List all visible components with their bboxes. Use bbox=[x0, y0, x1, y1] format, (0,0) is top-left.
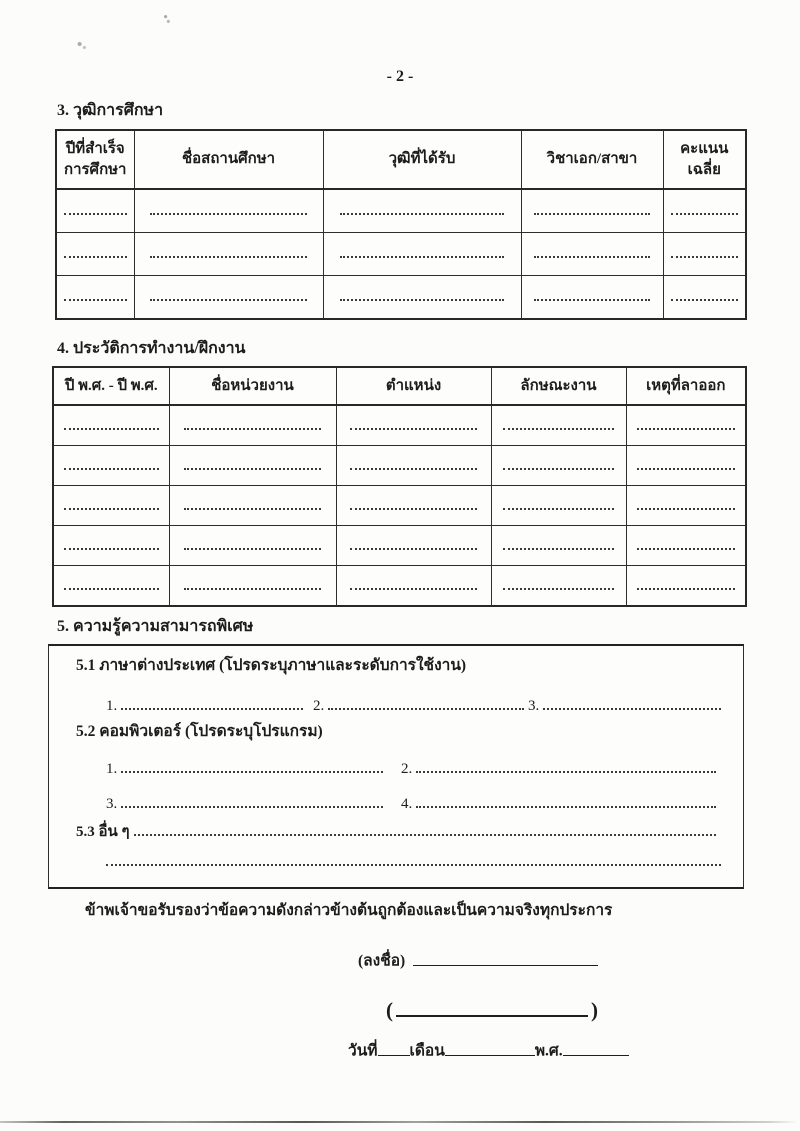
work-blank-cell bbox=[626, 405, 746, 446]
education-blank-cell bbox=[521, 276, 663, 320]
dotted-line bbox=[350, 499, 478, 510]
month-label: เดือน bbox=[409, 1042, 445, 1060]
work-row bbox=[53, 486, 746, 526]
skills-computer-label: 5.2 คอมพิวเตอร์ (โปรดระบุโปรแกรม) bbox=[76, 723, 323, 740]
dotted-line bbox=[64, 419, 159, 430]
dotted-line bbox=[64, 499, 159, 510]
education-blank-cell bbox=[663, 233, 746, 276]
dotted-line bbox=[543, 699, 721, 710]
work-blank-cell bbox=[53, 486, 169, 526]
education-blank-cell bbox=[134, 276, 323, 320]
education-blank-cell bbox=[134, 189, 323, 233]
work-blank-cell bbox=[626, 526, 746, 566]
education-col-major-header: วิชาเอก/สาขา bbox=[521, 130, 663, 189]
work-blank-cell bbox=[336, 446, 491, 486]
education-header-row bbox=[56, 130, 746, 189]
dotted-line bbox=[121, 699, 303, 710]
education-row bbox=[56, 189, 746, 233]
education-blank-cell bbox=[56, 233, 134, 276]
work-blank-cell bbox=[491, 566, 626, 607]
dotted-line bbox=[350, 539, 478, 550]
education-blank-cell bbox=[56, 189, 134, 233]
work-blank-cell bbox=[169, 405, 336, 446]
dotted-line bbox=[534, 247, 651, 258]
work-blank-cell bbox=[53, 526, 169, 566]
work-blank-cell bbox=[626, 446, 746, 486]
skills-other-label: 5.3 อื่น ๆ bbox=[76, 822, 716, 842]
dotted-line bbox=[64, 459, 159, 470]
work-col-job-header: ลักษณะงาน bbox=[491, 367, 626, 405]
dotted-line bbox=[350, 419, 478, 430]
scan-artifact-line bbox=[0, 1121, 800, 1123]
education-col-year-header: ปีที่สำเร็จ การศึกษา bbox=[56, 130, 134, 189]
work-blank-cell bbox=[491, 446, 626, 486]
dotted-line bbox=[340, 247, 504, 258]
dotted-line bbox=[503, 579, 614, 590]
year-label: พ.ศ. bbox=[534, 1042, 563, 1060]
signature-label: (ลงชื่อ) bbox=[358, 952, 406, 970]
work-row bbox=[53, 446, 746, 486]
work-section-heading: 4. ประวัติการทำงาน/ฝึกงาน bbox=[57, 340, 246, 357]
dotted-line bbox=[64, 579, 159, 590]
work-blank-cell bbox=[169, 486, 336, 526]
dotted-line bbox=[184, 459, 322, 470]
work-row bbox=[53, 405, 746, 446]
dotted-line bbox=[184, 499, 322, 510]
language-blank-1: 1. bbox=[106, 696, 303, 716]
open-paren: ( bbox=[386, 998, 393, 1022]
skills-box bbox=[48, 644, 744, 889]
work-row bbox=[53, 526, 746, 566]
work-blank-cell bbox=[491, 405, 626, 446]
dotted-line bbox=[671, 290, 738, 301]
close-paren: ) bbox=[591, 998, 598, 1022]
printed-name-line bbox=[396, 994, 588, 1017]
work-col-years-header: ปี พ.ศ. - ปี พ.ศ. bbox=[53, 367, 169, 405]
work-blank-cell bbox=[169, 526, 336, 566]
education-row bbox=[56, 276, 746, 320]
dotted-line bbox=[671, 204, 738, 215]
work-blank-cell bbox=[336, 405, 491, 446]
computer-blank-2: 2. bbox=[401, 759, 716, 779]
computer-blank-3: 3. bbox=[106, 794, 383, 814]
dotted-line bbox=[534, 290, 651, 301]
signature-line bbox=[413, 950, 598, 966]
education-col-school-header: ชื่อสถานศึกษา bbox=[134, 130, 323, 189]
dotted-line bbox=[340, 290, 504, 301]
education-blank-cell bbox=[521, 189, 663, 233]
language-blank-2: 2. bbox=[313, 696, 524, 716]
dotted-line bbox=[534, 204, 651, 215]
work-blank-cell bbox=[491, 486, 626, 526]
work-row bbox=[53, 566, 746, 607]
work-blank-cell bbox=[53, 566, 169, 607]
education-blank-cell bbox=[521, 233, 663, 276]
dotted-line bbox=[416, 762, 716, 773]
dotted-line bbox=[637, 459, 735, 470]
work-blank-cell bbox=[336, 566, 491, 607]
work-blank-cell bbox=[53, 405, 169, 446]
dotted-line bbox=[503, 539, 614, 550]
dotted-line bbox=[184, 539, 322, 550]
education-blank-cell bbox=[134, 233, 323, 276]
skills-other-blank bbox=[106, 852, 721, 872]
dotted-line bbox=[150, 204, 306, 215]
computer-blank-4: 4. bbox=[401, 794, 716, 814]
work-col-organization-header: ชื่อหน่วยงาน bbox=[169, 367, 336, 405]
language-blank-3: 3. bbox=[528, 696, 721, 716]
work-col-reason-header: เหตุที่ลาออก bbox=[626, 367, 746, 405]
scan-smudge bbox=[76, 40, 88, 50]
dotted-line bbox=[64, 290, 127, 301]
education-blank-cell bbox=[323, 233, 521, 276]
work-blank-cell bbox=[169, 446, 336, 486]
month-line bbox=[445, 1040, 535, 1056]
skills-section-heading: 5. ความรู้ความสามารถพิเศษ bbox=[57, 618, 254, 635]
work-blank-cell bbox=[53, 446, 169, 486]
work-blank-cell bbox=[336, 526, 491, 566]
education-col-degree-header: วุฒิที่ได้รับ bbox=[323, 130, 521, 189]
work-blank-cell bbox=[626, 486, 746, 526]
education-blank-cell bbox=[663, 276, 746, 320]
education-section-heading: 3. วุฒิการศึกษา bbox=[57, 102, 164, 119]
dotted-line bbox=[637, 419, 735, 430]
education-blank-cell bbox=[323, 189, 521, 233]
date-row bbox=[348, 1040, 629, 1063]
dotted-line bbox=[184, 419, 322, 430]
day-line bbox=[378, 1040, 410, 1056]
education-blank-cell bbox=[56, 276, 134, 320]
dotted-line bbox=[64, 204, 127, 215]
work-blank-cell bbox=[491, 526, 626, 566]
education-blank-cell bbox=[323, 276, 521, 320]
printed-name-row bbox=[386, 994, 598, 1024]
dotted-line bbox=[150, 247, 306, 258]
work-header-row bbox=[53, 367, 746, 405]
dotted-line bbox=[637, 579, 735, 590]
work-history-table bbox=[52, 366, 747, 607]
dotted-line bbox=[340, 204, 504, 215]
dotted-line bbox=[503, 459, 614, 470]
dotted-line bbox=[350, 459, 478, 470]
dotted-line bbox=[106, 855, 721, 866]
education-table bbox=[55, 129, 747, 320]
dotted-line bbox=[416, 797, 716, 808]
education-row bbox=[56, 233, 746, 276]
dotted-line bbox=[350, 579, 478, 590]
dotted-line bbox=[503, 419, 614, 430]
scan-smudge bbox=[162, 13, 171, 25]
dotted-line bbox=[64, 247, 127, 258]
dotted-line bbox=[671, 247, 738, 258]
date-label: วันที่ bbox=[348, 1042, 378, 1060]
work-blank-cell bbox=[169, 566, 336, 607]
dotted-line bbox=[328, 699, 524, 710]
education-blank-cell bbox=[663, 189, 746, 233]
dotted-line bbox=[184, 579, 322, 590]
dotted-line bbox=[637, 539, 735, 550]
work-col-position-header: ตำแหน่ง bbox=[336, 367, 491, 405]
skills-languages-label: 5.1 ภาษาต่างประเทศ (โปรดระบุภาษาและระดับการใช้งาน) bbox=[76, 657, 467, 674]
computer-blank-1: 1. bbox=[106, 759, 383, 779]
certification-statement: ข้าพเจ้าขอรับรองว่าข้อความดังกล่าวข้างต้นถูกต้องและเป็นความจริงทุกประการ bbox=[85, 902, 613, 919]
signature-row bbox=[358, 950, 598, 973]
education-col-gpa-header: คะแนน เฉลี่ย bbox=[663, 130, 746, 189]
dotted-line bbox=[121, 762, 383, 773]
dotted-line bbox=[637, 499, 735, 510]
year-line bbox=[563, 1040, 629, 1056]
page-number: - 2 - bbox=[386, 68, 414, 85]
dotted-line bbox=[121, 797, 383, 808]
dotted-line bbox=[503, 499, 614, 510]
dotted-line bbox=[134, 825, 716, 836]
dotted-line bbox=[64, 539, 159, 550]
dotted-line bbox=[150, 290, 306, 301]
work-blank-cell bbox=[336, 486, 491, 526]
work-blank-cell bbox=[626, 566, 746, 607]
